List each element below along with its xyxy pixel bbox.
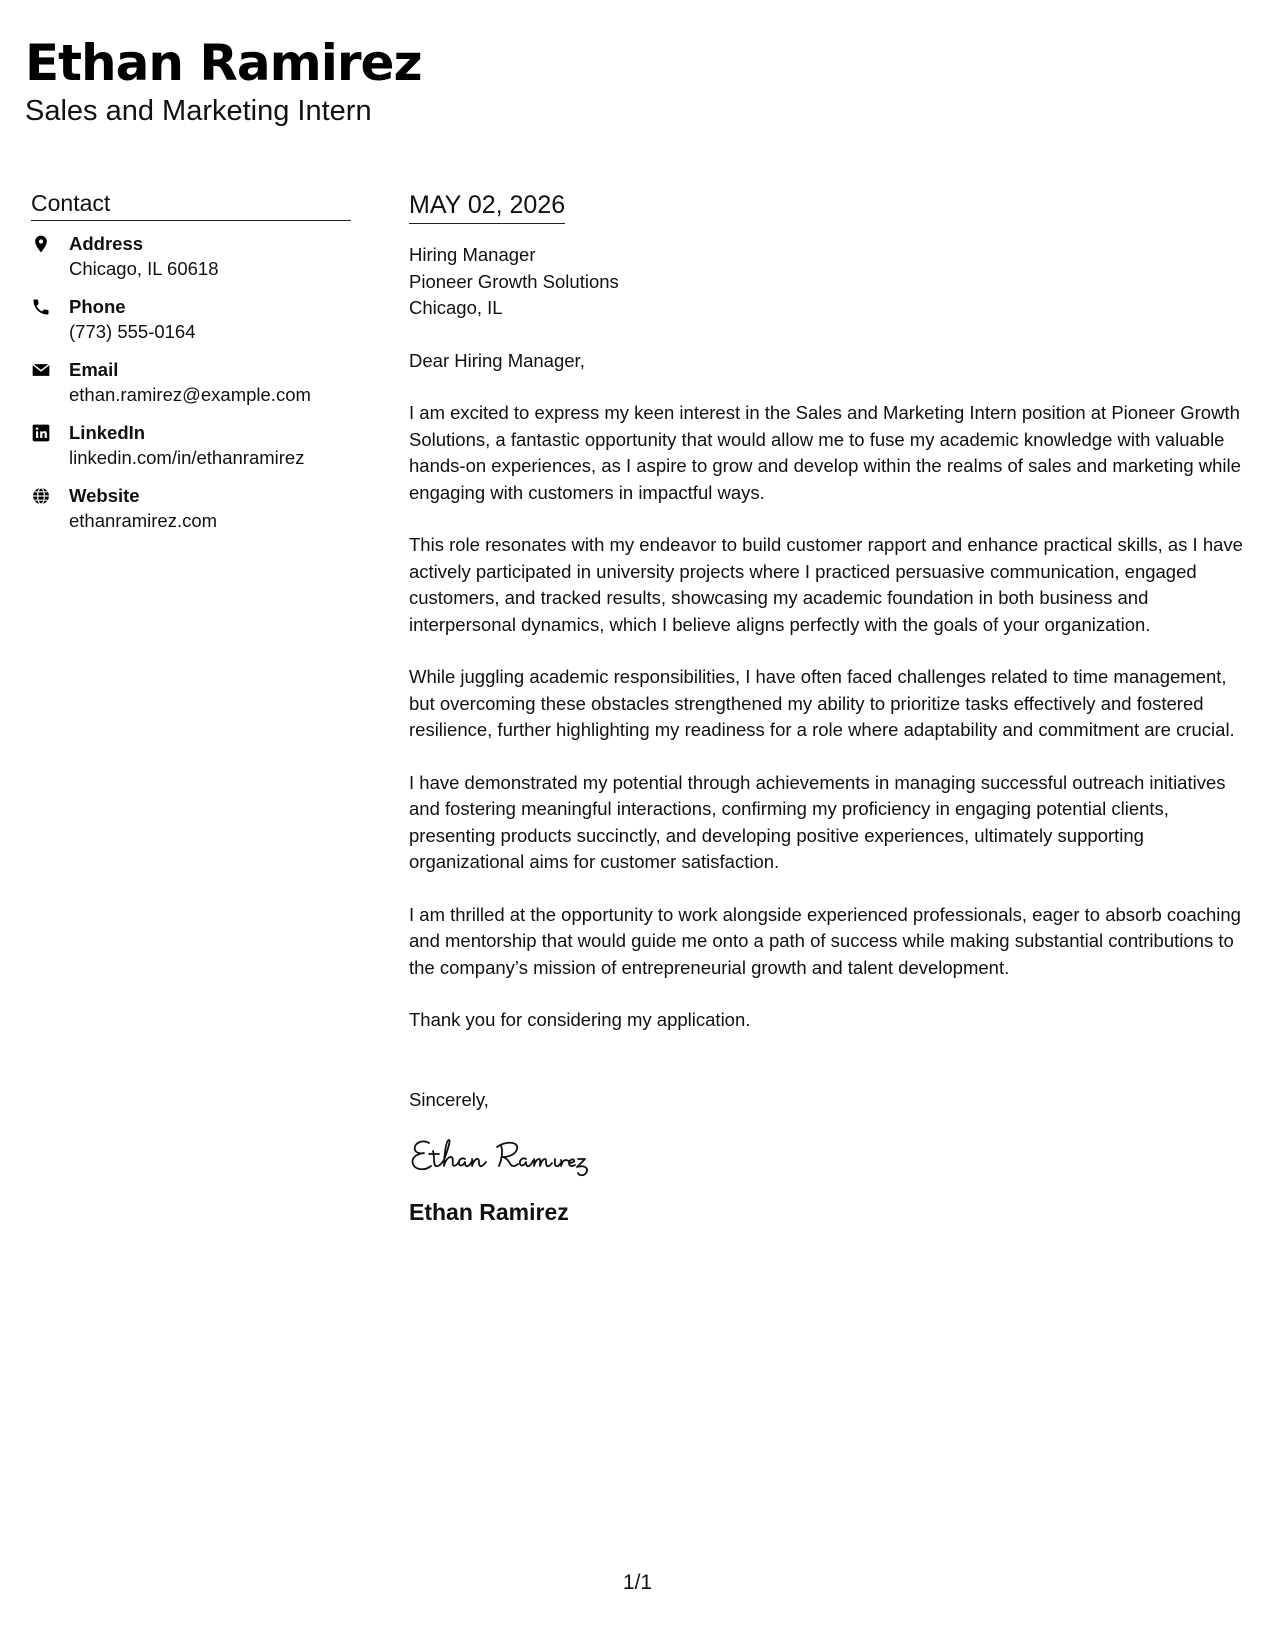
letter-paragraph: This role resonates with my endeavor to build customer rapport and enhance practical skills, as I have actively participated in university projects where I practiced persuasive communication, engaged customers, and tracked results, showcasing my academic foundation in both business and interpersonal dynamics, which I believe aligns perfectly with the goals of your organization.	[409, 534, 1243, 635]
contact-item-linkedin	[31, 420, 351, 483]
envelope-icon	[31, 357, 69, 380]
contact-item-email	[31, 357, 351, 420]
contact-value: ethan.ramirez@example.com	[69, 384, 311, 405]
contact-section-title: Contact	[31, 188, 351, 221]
contact-label: Website	[69, 485, 140, 506]
contact-value: (773) 555-0164	[69, 321, 196, 342]
recipient-line: Pioneer Growth Solutions	[409, 270, 619, 292]
contact-value: ethanramirez.com	[69, 510, 218, 531]
recipient-block	[409, 242, 1249, 322]
letter-paragraph: I am thrilled at the opportunity to work alongside experienced professionals, eager to absorb coaching and mentorship that would guide me onto a path of success while making substantial contributions to the company’s mission of entrepreneurial growth and talent development.	[409, 903, 1241, 978]
contact-value: linkedin.com/in/ethanramirez	[69, 447, 305, 468]
globe-icon	[31, 483, 69, 506]
applicant-name: Ethan Ramirez	[25, 34, 422, 92]
page-number: 1/1	[622, 1571, 653, 1594]
signer-name: Ethan Ramirez	[409, 1199, 569, 1225]
letter-paragraph: While juggling academic responsibilities, I have often faced challenges related to time management, but overcoming these obstacles strengthened my ability to prioritize tasks effectively and fostered resilience, further highlighting my readiness for a role where adaptability and commitment are crucial.	[409, 666, 1235, 740]
recipient-line: Hiring Manager	[409, 244, 536, 265]
contact-label: Address	[69, 233, 144, 254]
letter-paragraph: I am excited to express my keen interest in the Sales and Marketing Intern position at Pioneer Growth Solutions, a fantastic opportunity that would allow me to fuse my academic knowledge with valuable hands-on experiences, as I aspire to grow and develop within the realms of sales and marketing while engaging with customers in impactful ways.	[409, 402, 1241, 503]
contact-item-address	[31, 231, 351, 294]
letter-header	[25, 32, 422, 128]
contact-label: LinkedIn	[69, 422, 146, 443]
contact-label: Email	[69, 359, 119, 380]
contact-sidebar	[31, 188, 351, 546]
contact-item-website	[31, 483, 351, 546]
letter-date: MAY 02, 2026	[409, 188, 565, 224]
linkedin-icon	[31, 420, 69, 443]
salutation: Dear Hiring Manager,	[409, 349, 585, 371]
signature	[409, 1133, 639, 1179]
location-pin-icon	[31, 231, 69, 254]
applicant-role: Sales and Marketing Intern	[25, 95, 372, 127]
letter-paragraph: Thank you for considering my application.	[409, 1009, 751, 1030]
closing: Sincerely,	[409, 1088, 489, 1110]
contact-item-phone	[31, 294, 351, 357]
recipient-line: Chicago, IL	[409, 297, 503, 318]
contact-label: Phone	[69, 296, 126, 317]
letter-paragraph: I have demonstrated my potential through achievements in managing successful outreach initiatives and fostering meaningful interactions, confirming my proficiency in engaging potential clients, presenting products succinctly, and developing positive experiences, ultimately supporting organizational aims for customer satisfaction.	[409, 771, 1226, 872]
phone-icon	[31, 294, 69, 317]
letter-body	[409, 188, 1249, 1227]
contact-value: Chicago, IL 60618	[69, 258, 219, 279]
